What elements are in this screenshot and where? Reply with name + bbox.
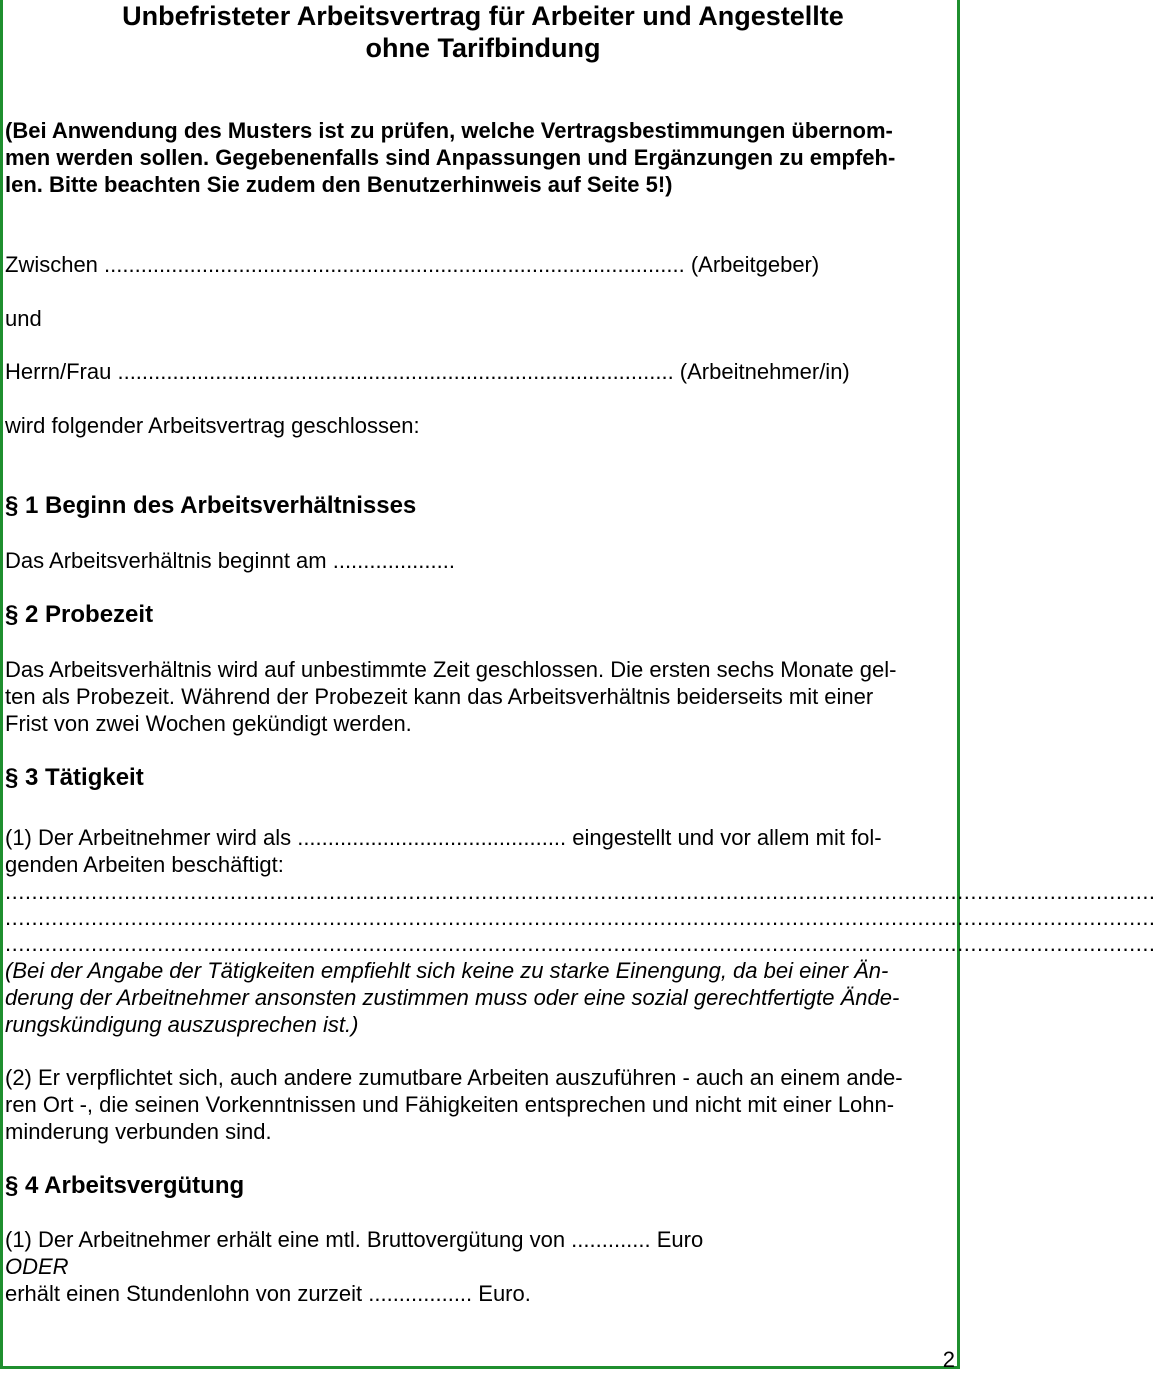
paragraph-line: (1) Der Arbeitnehmer wird als ............................................ eingestellt und vor allem mit fol- [5, 825, 882, 850]
fill-in-line: .............................................................................................................................................................................. [5, 931, 1156, 956]
paragraph-line: erhält einen Stundenlohn von zurzeit ................. Euro. [5, 1281, 531, 1306]
paragraph-line: minderung verbunden sind. [5, 1119, 272, 1144]
contract-intro: wird folgender Arbeitsvertrag geschlossen: [5, 413, 420, 438]
paragraph-line: ten als Probezeit. Während der Probezeit kann das Arbeitsverhältnis beiderseits mit einer [5, 684, 874, 709]
section-2-heading: § 2 Probezeit [5, 601, 154, 628]
document-title-line2: ohne Tarifbindung [365, 33, 601, 63]
section-4-heading: § 4 Arbeitsvergütung [5, 1172, 245, 1199]
employee-line: Herrn/Frau ........................................................................................... (Arbeitnehmer/in) [5, 359, 850, 384]
section-1-heading: § 1 Beginn des Arbeitsverhältnisses [5, 492, 417, 519]
note-line: (Bei Anwendung des Musters ist zu prüfen, welche Vertragsbestimmungen übernom- [5, 118, 893, 143]
note-line: len. Bitte beachten Sie zudem den Benutzerhinweis auf Seite 5!) [5, 172, 673, 197]
paragraph-line: Das Arbeitsverhältnis wird auf unbestimmte Zeit geschlossen. Die ersten sechs Monate gel- [5, 657, 897, 682]
employer-line: Zwischen ............................................................................................... (Arbeitgeber) [5, 252, 820, 277]
paragraph-line: (2) Er verpflichtet sich, auch andere zumutbare Arbeiten auszuführen - auch an einem ande- [5, 1065, 903, 1090]
italic-note-line: rungskündigung auszusprechen ist.) [5, 1012, 359, 1037]
paragraph-line: (1) Der Arbeitnehmer erhält eine mtl. Bruttovergütung von ............. Euro [5, 1227, 704, 1252]
note-line: men werden sollen. Gegebenenfalls sind Anpassungen und Ergänzungen zu empfeh- [5, 145, 896, 170]
section-1-text: Das Arbeitsverhältnis beginnt am .................... [5, 548, 455, 573]
italic-note-line: derung der Arbeitnehmer ansonsten zustimmen muss oder eine sozial gerechtfertigte Ände- [5, 985, 900, 1010]
fill-in-line: .............................................................................................................................................................................. [5, 905, 1156, 930]
section-3-heading: § 3 Tätigkeit [5, 764, 144, 791]
page-number: 2 [942, 1347, 955, 1372]
paragraph-line: Frist von zwei Wochen gekündigt werden. [5, 711, 412, 736]
oder-label: ODER [5, 1254, 69, 1279]
fill-in-line: .............................................................................................................................................................................. [5, 879, 1156, 904]
paragraph-line: genden Arbeiten beschäftigt: [5, 852, 284, 877]
document-title-line1: Unbefristeter Arbeitsvertrag für Arbeiter und Angestellte [122, 1, 844, 31]
italic-note-line: (Bei der Angabe der Tätigkeiten empfiehlt sich keine zu starke Einengung, da bei einer Än- [5, 958, 889, 983]
and-line: und [5, 306, 42, 331]
paragraph-line: ren Ort -, die seinen Vorkenntnissen und Fähigkeiten entsprechen und nicht mit einer Lohn- [5, 1092, 895, 1117]
